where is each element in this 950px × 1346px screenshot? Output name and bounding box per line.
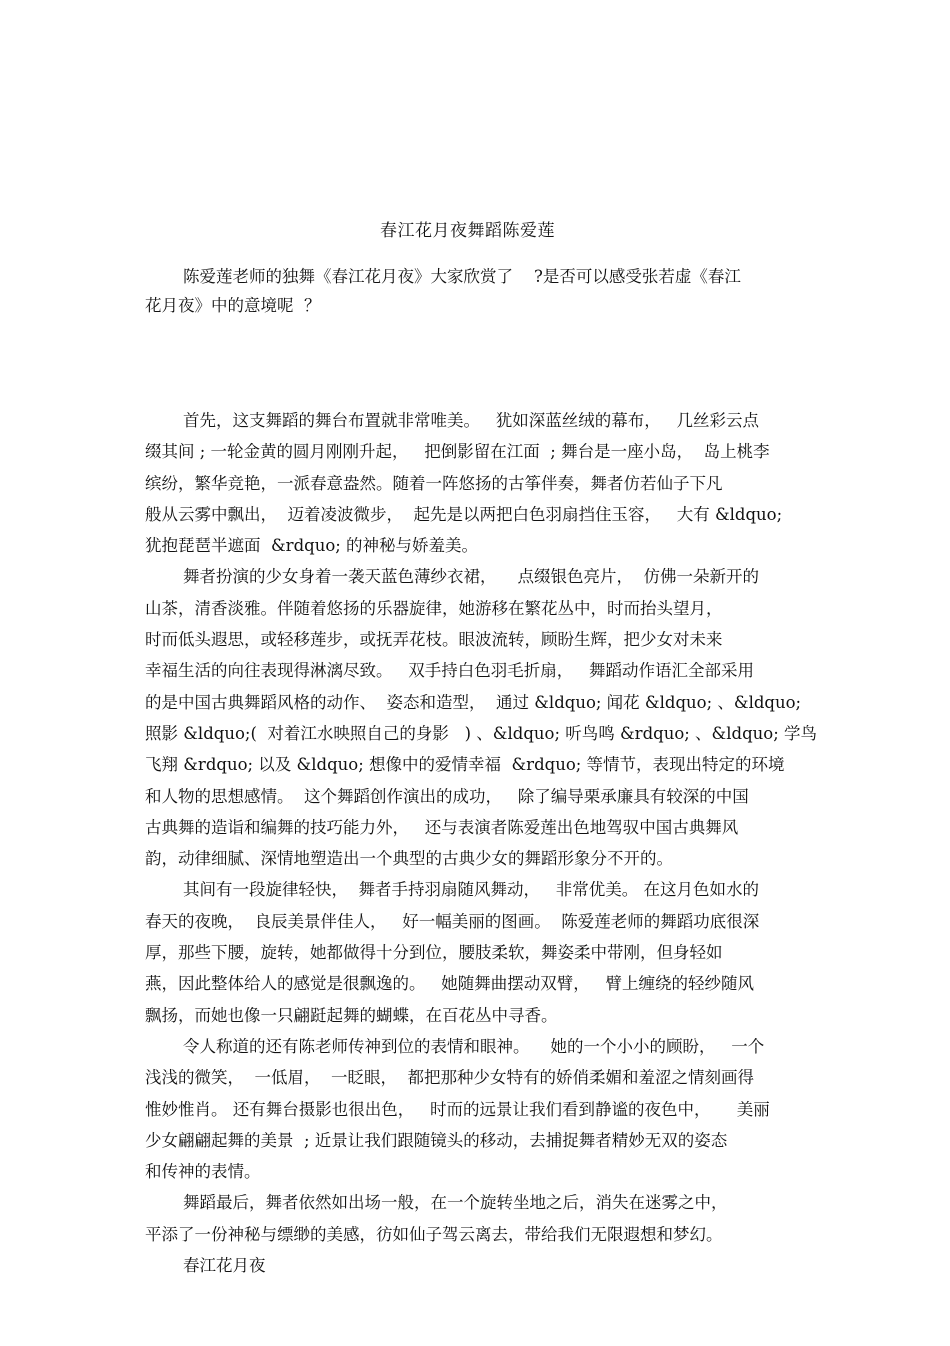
body-text bbox=[145, 405, 820, 1281]
text-line: 和传神的表情。 bbox=[145, 1162, 261, 1182]
text-line: 舞者扮演的少女身着一袭天蓝色薄纱衣裙， 点缀银色亮片， 仿佛一朵新开的 bbox=[183, 567, 759, 587]
text-line: 缀其间 ; 一轮金黄的圆月刚刚升起， 把倒影留在江面 ; 舞台是一座小岛， 岛上桃李 bbox=[145, 442, 770, 462]
text-line: 浅浅的微笑， 一低眉， 一眨眼， 都把那种少女特有的娇俏柔媚和羞涩之情刻画得 bbox=[145, 1068, 754, 1088]
text-line: 韵，动律细腻、深情地塑造出一个典型的古典少女的舞蹈形象分不开的。 bbox=[145, 849, 673, 869]
text-line: 照影 &ldquo;( 对着江水映照自己的身影 ) 、&ldquo; 听鸟鸣 &rdquo; 、&ldquo; 学鸟 bbox=[145, 723, 818, 743]
text-line: 燕，因此整体给人的感觉是很飘逸的。 她随舞曲摆动双臂， 臂上缠绕的轻纱随风 bbox=[145, 974, 754, 994]
text-line: 飞翔 &rdquo; 以及 &ldquo; 想像中的爱情幸福 &rdquo; 等情节，表现出特定的环境 bbox=[145, 755, 785, 775]
text-line: 时而低头遐思，或轻移莲步，或抚弄花枝。眼波流转，顾盼生辉，把少女对未来 bbox=[145, 630, 723, 650]
text-line: 陈爱莲老师的独舞《春江花月夜》大家欣赏了 ?是否可以感受张若虚《春江 bbox=[183, 267, 741, 286]
text-line: 般从云雾中飘出， 迈着凌波微步， 起先是以两把白色羽扇挡住玉容， 大有 &ldquo; bbox=[145, 504, 783, 524]
text-line: 首先，这支舞蹈的舞台布置就非常唯美。 犹如深蓝丝绒的幕布， 几丝彩云点 bbox=[183, 411, 759, 430]
text-line: 令人称道的还有陈老师传神到位的表情和眼神。 她的一个小小的顾盼， 一个 bbox=[183, 1036, 765, 1056]
document-title: 春江花月夜舞蹈陈爱莲 bbox=[380, 221, 555, 241]
text-line: 的是中国古典舞蹈风格的动作、 姿态和造型， 通过 &ldquo; 闻花 &ldquo; 、&ldquo; bbox=[145, 692, 802, 712]
text-line: 飘扬，而她也像一只翩跹起舞的蝴蝶，在百花丛中寻香。 bbox=[145, 1005, 558, 1025]
text-line: 缤纷，繁华竞艳，一派春意盎然。随着一阵悠扬的古筝伴奏，舞者仿若仙子下凡 bbox=[145, 473, 723, 493]
text-line: 舞蹈最后，舞者依然如出场一般，在一个旋转坐地之后，消失在迷雾之中， bbox=[183, 1193, 728, 1213]
text-line: 花月夜》中的意境呢 ？ bbox=[145, 296, 321, 315]
text-line: 惟妙惟肖。 还有舞台摄影也很出色， 时而的远景让我们看到静谧的夜色中， 美丽 bbox=[145, 1099, 770, 1119]
text-line: 犹抱琵琶半遮面 &rdquo; 的神秘与娇羞美。 bbox=[145, 536, 479, 556]
text-line: 和人物的思想感情。 这个舞蹈创作演出的成功， 除了编导栗承廉具有较深的中国 bbox=[145, 786, 749, 806]
intro-paragraph bbox=[145, 262, 820, 320]
text-line: 古典舞的造诣和编舞的技巧能力外， 还与表演者陈爱莲出色地驾驭中国古典舞风 bbox=[145, 817, 739, 837]
text-line: 其间有一段旋律轻快， 舞者手持羽扇随风舞动， 非常优美。 在这月色如水的 bbox=[183, 880, 759, 900]
text-line: 厚，那些下腰，旋转，她都做得十分到位，腰肢柔软，舞姿柔中带刚，但身轻如 bbox=[145, 943, 723, 963]
text-line: 春江花月夜 bbox=[183, 1256, 266, 1276]
text-line: 春天的夜晚， 良辰美景伴佳人， 好一幅美丽的图画。 陈爱莲老师的舞蹈功底很深 bbox=[145, 911, 760, 931]
text-line: 山茶，清香淡雅。伴随着悠扬的乐器旋律，她游移在繁花丛中，时而抬头望月， bbox=[145, 598, 723, 618]
text-line: 少女翩翩起舞的美景 ; 近景让我们跟随镜头的移动，去捕捉舞者精妙无双的姿态 bbox=[145, 1130, 728, 1150]
text-line: 幸福生活的向往表现得淋漓尽致。 双手持白色羽毛折扇， 舞蹈动作语汇全部采用 bbox=[145, 661, 754, 681]
text-line: 平添了一份神秘与缥缈的美感，彷如仙子驾云离去，带给我们无限遐想和梦幻。 bbox=[145, 1224, 723, 1244]
